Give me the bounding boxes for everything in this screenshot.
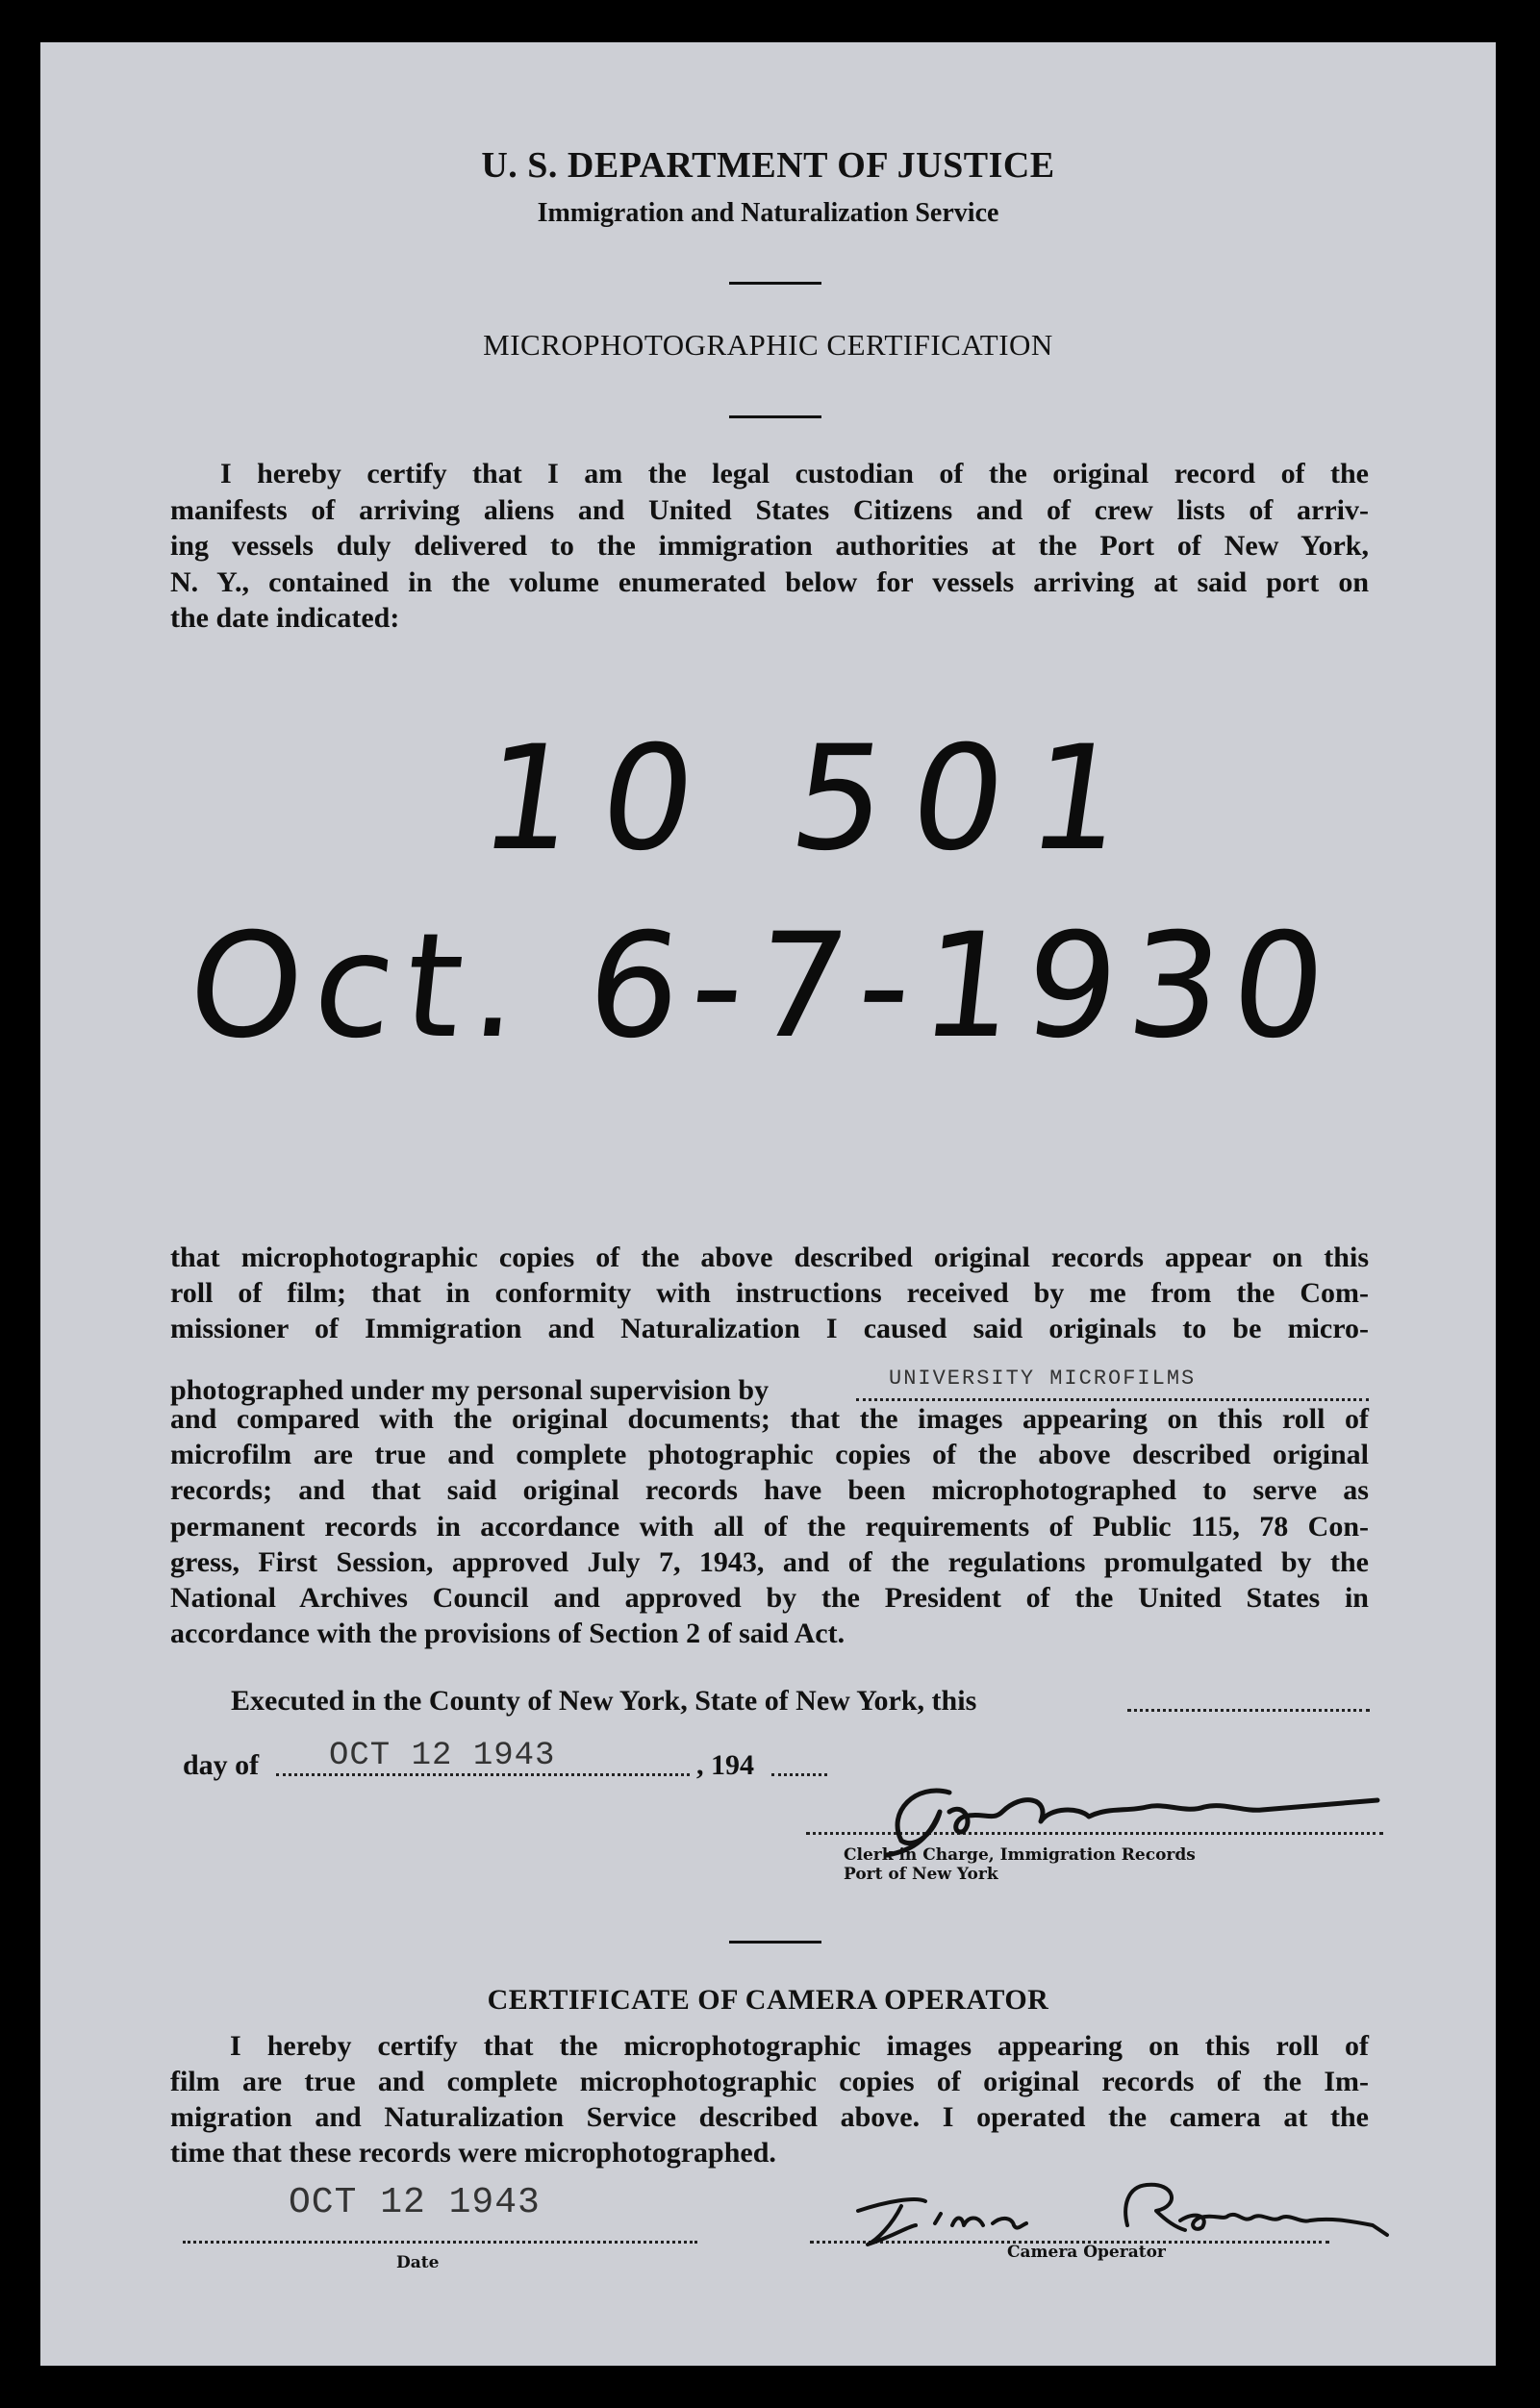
handwritten-arrival-dates: Oct. 6-7-1930 — [180, 903, 1345, 1070]
operator-date-stamp: OCT 12 1943 — [289, 2182, 541, 2223]
paragraph-line: permanent records in accordance with all of the requirements of Public 115, 78 Con- — [170, 1510, 1369, 1543]
paragraph-line: N. Y., contained in the volume enumerated below for vessels arriving at said port on — [170, 565, 1369, 598]
paragraph-line: film are true and complete microphotographic copies of original records of the Im- — [170, 2066, 1369, 2097]
custodian-paragraph — [170, 456, 1369, 637]
year-dotted-line — [771, 1773, 827, 1776]
paragraph-line: roll of film; that in conformity with instructions received by me from the Com- — [170, 1277, 1369, 1309]
copies-paragraph — [170, 1240, 1369, 1346]
year-label: , 194 — [696, 1749, 754, 1781]
paragraph-line: and compared with the original documents; that the images appearing on this roll of — [170, 1403, 1369, 1435]
camera-operator-paragraph — [170, 2028, 1369, 2170]
header-divider — [729, 282, 821, 285]
operator-signature — [848, 2168, 1445, 2254]
paragraph-line: migration and Naturalization Service described above. I operated the camera at the — [170, 2101, 1369, 2133]
camera-operator-title: CERTIFICATE OF CAMERA OPERATOR — [487, 1984, 1049, 2016]
paragraph-line: that microphotographic copies of the above described original records appear on this — [170, 1242, 1369, 1273]
paragraph-line: gress, First Session, approved July 7, 1943, and of the regulations promulgated by the — [170, 1545, 1369, 1578]
executed-dotted-line — [1127, 1709, 1370, 1712]
paragraph-line: manifests of arriving aliens and United States Citizens and of crew lists of arriv- — [170, 493, 1369, 526]
paragraph-line: ing vessels duly delivered to the immigration authorities at the Port of New York, — [170, 530, 1369, 562]
executed-text: Executed in the County of New York, State of New York, this — [231, 1685, 977, 1717]
paragraph-line: missioner of Immigration and Naturalization I caused said originals to be micro- — [170, 1313, 1369, 1344]
section-divider — [729, 1941, 821, 1944]
paragraph-line: accordance with the provisions of Section 2 of said Act. — [170, 1618, 846, 1650]
paragraph-line: National Archives Council and approved by the President of the United States in — [170, 1582, 1369, 1615]
copies-paragraph-continued — [170, 1401, 1369, 1651]
department-heading: U. S. DEPARTMENT OF JUSTICE — [481, 145, 1055, 186]
date-caption: Date — [396, 2253, 440, 2272]
operator-caption: Camera Operator — [1007, 2243, 1166, 2262]
certificate-sheet — [40, 42, 1496, 2366]
paragraph-line: microfilm are true and complete photographic copies of the above described original — [170, 1439, 1369, 1471]
paragraph-line: records; and that said original records have been microphotographed to serve as — [170, 1474, 1369, 1507]
supervision-stamp: UNIVERSITY MICROFILMS — [889, 1367, 1197, 1391]
paragraph-line: I hereby certify that the microphotographic images appearing on this roll of — [230, 2030, 1369, 2062]
clerk-caption-port: Port of New York — [844, 1865, 998, 1884]
paragraph-line: I hereby certify that I am the legal custodian of the original record of the — [220, 458, 1369, 489]
day-of-date-stamp: OCT 12 1943 — [329, 1738, 556, 1774]
certification-title: MICROPHOTOGRAPHIC CERTIFICATION — [483, 328, 1053, 362]
clerk-caption-title: Clerk in Charge, Immigration Records — [844, 1845, 1196, 1865]
supervision-label: photographed under my personal supervision by — [170, 1374, 770, 1406]
clerk-signature — [858, 1754, 1416, 1860]
date-dotted-line — [183, 2241, 697, 2244]
day-of-label: day of — [183, 1749, 260, 1781]
paragraph-line: time that these records were microphotographed. — [170, 2137, 776, 2169]
title-divider — [729, 415, 821, 418]
handwritten-volume-number: 10 501 — [470, 715, 1162, 883]
service-subheading: Immigration and Naturalization Service — [537, 198, 999, 228]
paragraph-line: the date indicated: — [170, 602, 400, 634]
